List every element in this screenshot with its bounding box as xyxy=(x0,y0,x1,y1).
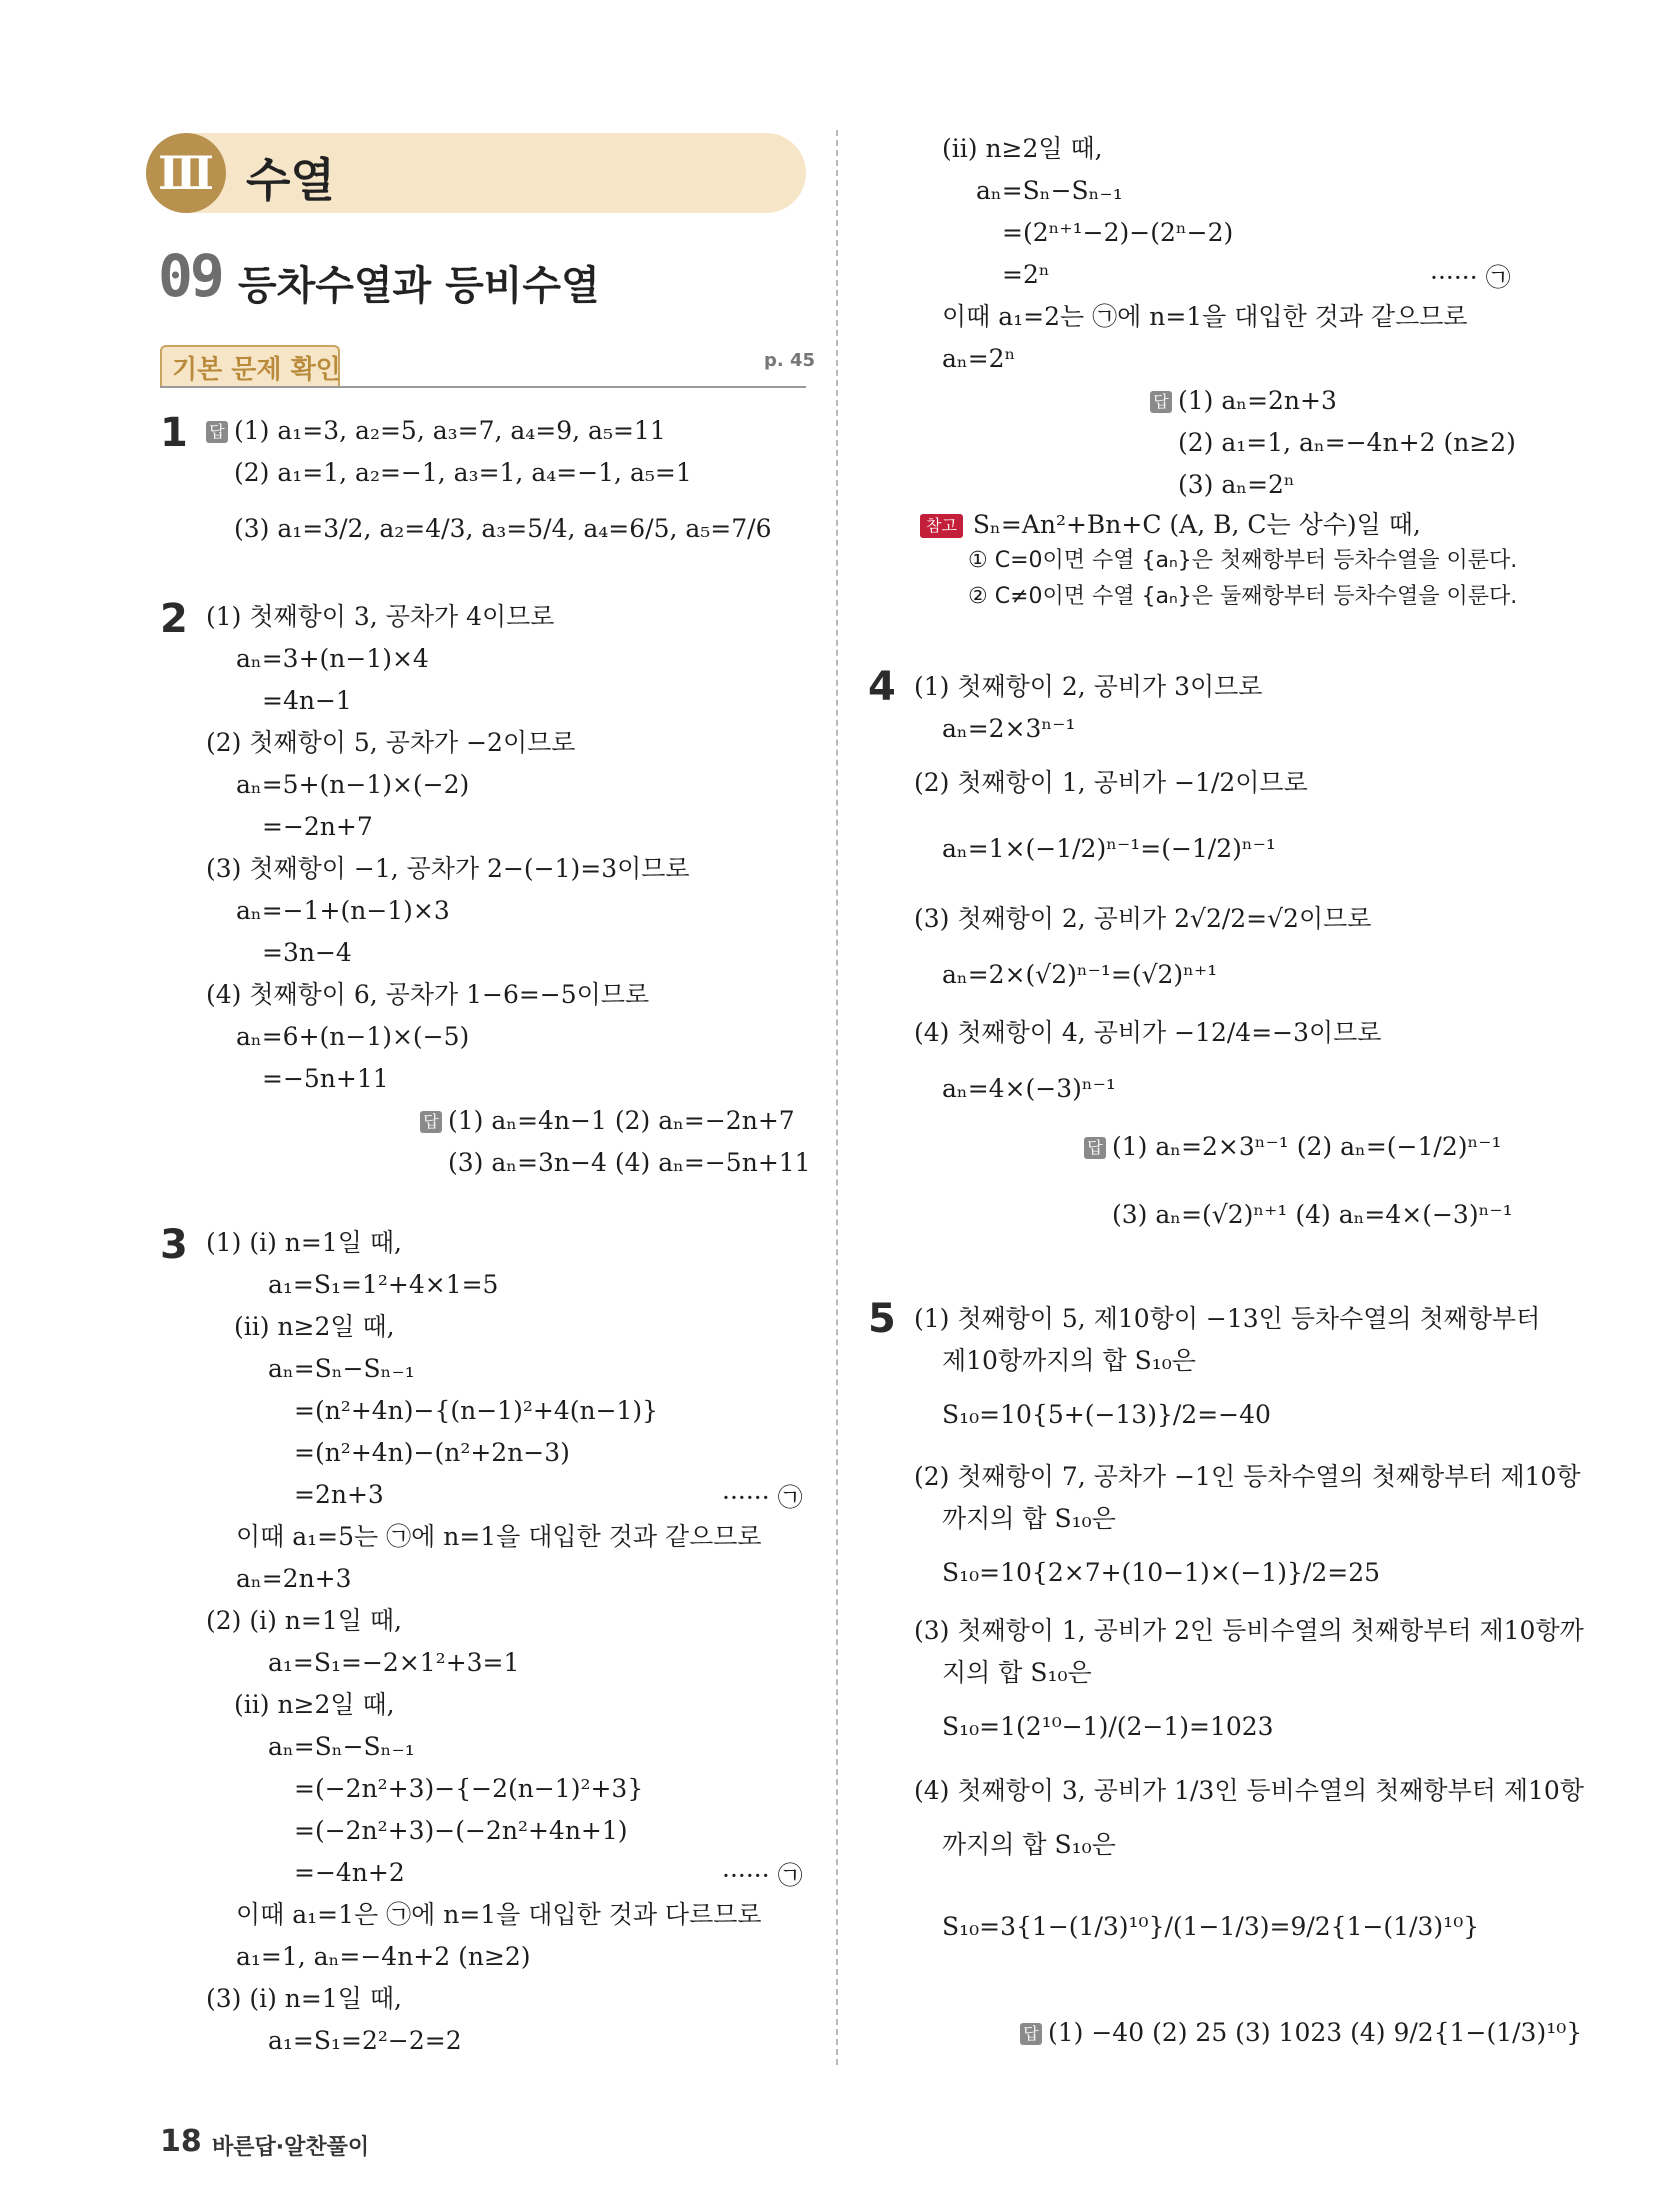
problem-number-5: 5 xyxy=(868,1296,896,1342)
p2-line: (1) 첫째항이 3, 공차가 4이므로 xyxy=(206,602,555,631)
p3-cont-line: 이때 a₁=2는 ㉠에 n=1을 대입한 것과 같으므로 xyxy=(942,302,1468,331)
tag-underline xyxy=(160,386,806,388)
chapter-badge: Ⅲ xyxy=(146,133,226,213)
p3-line: =(n²+4n)−{(n−1)²+4(n−1)} xyxy=(294,1396,659,1425)
p2-line: =−5n+11 xyxy=(262,1064,389,1093)
p2-line: =−2n+7 xyxy=(262,812,373,841)
p5-line: 제10항까지의 합 S₁₀은 xyxy=(942,1346,1196,1375)
problem-number-1: 1 xyxy=(160,410,188,456)
answer-mark: 답 xyxy=(206,421,228,443)
p4-answer: (3) aₙ=(√2)ⁿ⁺¹ (4) aₙ=4×(−3)ⁿ⁻¹ xyxy=(1112,1200,1513,1229)
p4-line: aₙ=4×(−3)ⁿ⁻¹ xyxy=(942,1074,1116,1103)
note-line: ② C≠0이면 수열 {aₙ}은 둘째항부터 등차수열을 이룬다. xyxy=(968,584,1518,609)
p1-line: (2) a₁=1, a₂=−1, a₃=1, a₄=−1, a₅=1 xyxy=(234,458,692,487)
book-title: 바른답·알찬풀이 xyxy=(212,2135,370,2160)
p5-answer: 답 (1) −40 (2) 25 (3) 1023 (4) 9/2{1−(1/3)¹⁰} xyxy=(1020,2016,1582,2050)
p4-line: aₙ=2×(√2)ⁿ⁻¹=(√2)ⁿ⁺¹ xyxy=(942,960,1218,989)
page-number: 18 xyxy=(160,2124,202,2159)
p3-line: a₁=S₁=1²+4×1=5 xyxy=(268,1270,499,1299)
p4-line: (3) 첫째항이 2, 공비가 2√2/2=√2이므로 xyxy=(914,904,1372,933)
p3-cont-line: =2ⁿ xyxy=(1002,260,1050,289)
p2-line: aₙ=3+(n−1)×4 xyxy=(236,644,429,673)
p3-line: =−4n+2 xyxy=(294,1858,405,1887)
p3-cont-line: =(2ⁿ⁺¹−2)−(2ⁿ−2) xyxy=(1002,218,1234,247)
p5-line: 까지의 합 S₁₀은 xyxy=(942,1504,1116,1533)
p3-answer: (2) a₁=1, aₙ=−4n+2 (n≥2) xyxy=(1178,428,1516,457)
p5-line: S₁₀=10{5+(−13)}/2=−40 xyxy=(942,1400,1271,1429)
section-title: 등차수열과 등비수열 xyxy=(238,263,600,309)
p2-line: (2) 첫째항이 5, 공차가 −2이므로 xyxy=(206,728,576,757)
p1-line: (3) a₁=3/2, a₂=4/3, a₃=5/4, a₄=6/5, a₅=7/6 xyxy=(234,514,772,543)
p2-line: (4) 첫째항이 6, 공차가 1−6=−5이므로 xyxy=(206,980,650,1009)
column-divider xyxy=(836,130,838,2065)
p2-line: aₙ=6+(n−1)×(−5) xyxy=(236,1022,470,1051)
p5-line: 지의 합 S₁₀은 xyxy=(942,1658,1092,1687)
note-line: ① C=0이면 수열 {aₙ}은 첫째항부터 등차수열을 이룬다. xyxy=(968,548,1518,573)
p3-line: aₙ=2n+3 xyxy=(236,1564,352,1593)
p4-line: (4) 첫째항이 4, 공비가 −12/4=−3이므로 xyxy=(914,1018,1382,1047)
p5-line: S₁₀=1(2¹⁰−1)/(2−1)=1023 xyxy=(942,1712,1274,1741)
p5-line: (4) 첫째항이 3, 공비가 1/3인 등비수열의 첫째항부터 제10항 xyxy=(914,1776,1584,1805)
p3-line: (ii) n≥2일 때, xyxy=(234,1312,395,1341)
p2-answer: (3) aₙ=3n−4 (4) aₙ=−5n+11 xyxy=(448,1148,811,1177)
p5-line: S₁₀=3{1−(1/3)¹⁰}/(1−1/3)=9/2{1−(1/3)¹⁰} xyxy=(942,1912,1480,1941)
p3-line: =(−2n²+3)−(−2n²+4n+1) xyxy=(294,1816,628,1845)
p5-line: S₁₀=10{2×7+(10−1)×(−1)}/2=25 xyxy=(942,1558,1381,1587)
p3-line: (2) (i) n=1일 때, xyxy=(206,1606,402,1635)
p3-line: 이때 a₁=5는 ㉠에 n=1을 대입한 것과 같으므로 xyxy=(236,1522,762,1551)
p3-line: =(−2n²+3)−{−2(n−1)²+3} xyxy=(294,1774,644,1803)
p3-cont-line: aₙ=Sₙ−Sₙ₋₁ xyxy=(976,176,1123,205)
p3-line: =(n²+4n)−(n²+2n−3) xyxy=(294,1438,570,1467)
p3-line: a₁=S₁=−2×1²+3=1 xyxy=(268,1648,520,1677)
p3-line: 이때 a₁=1은 ㉠에 n=1을 대입한 것과 다르므로 xyxy=(236,1900,762,1929)
p1-line: 답 (1) a₁=3, a₂=5, a₃=7, a₄=9, a₅=11 xyxy=(206,414,666,448)
section-number: 09 xyxy=(158,242,222,310)
p2-line: aₙ=−1+(n−1)×3 xyxy=(236,896,450,925)
section-tag: 기본 문제 확인 xyxy=(172,355,341,385)
circle-mark: ······ ㉠ xyxy=(722,1861,803,1890)
p5-line: 까지의 합 S₁₀은 xyxy=(942,1830,1116,1859)
chapter-title: 수열 xyxy=(246,153,335,207)
p3-line: (ii) n≥2일 때, xyxy=(234,1690,395,1719)
circle-mark: ······ ㉠ xyxy=(722,1483,803,1512)
p2-line: aₙ=5+(n−1)×(−2) xyxy=(236,770,470,799)
p3-line: (3) (i) n=1일 때, xyxy=(206,1984,402,2013)
problem-number-2: 2 xyxy=(160,596,188,642)
p3-line: a₁=S₁=2²−2=2 xyxy=(268,2026,462,2055)
p3-cont-line: aₙ=2ⁿ xyxy=(942,344,1016,373)
problem-number-3: 3 xyxy=(160,1222,188,1268)
page-reference: p. 45 xyxy=(764,350,816,371)
note-line: 참고 Sₙ=An²+Bn+C (A, B, C는 상수)일 때, xyxy=(920,508,1421,542)
p5-line: (2) 첫째항이 7, 공차가 −1인 등차수열의 첫째항부터 제10항 xyxy=(914,1462,1581,1491)
p3-line: aₙ=Sₙ−Sₙ₋₁ xyxy=(268,1732,415,1761)
p2-answer: 답 (1) aₙ=4n−1 (2) aₙ=−2n+7 xyxy=(420,1104,795,1138)
p3-line: a₁=1, aₙ=−4n+2 (n≥2) xyxy=(236,1942,531,1971)
p2-line: =4n−1 xyxy=(262,686,352,715)
p3-line: =2n+3 xyxy=(294,1480,384,1509)
problem-number-4: 4 xyxy=(868,664,896,710)
answer-mark: 답 xyxy=(1020,2023,1042,2045)
p3-line: aₙ=Sₙ−Sₙ₋₁ xyxy=(268,1354,415,1383)
p4-line: (1) 첫째항이 2, 공비가 3이므로 xyxy=(914,672,1263,701)
answer-mark: 답 xyxy=(1084,1137,1106,1159)
p5-line: (3) 첫째항이 1, 공비가 2인 등비수열의 첫째항부터 제10항까 xyxy=(914,1616,1584,1645)
p3-cont-line: (ii) n≥2일 때, xyxy=(942,134,1103,163)
p4-answer: 답 (1) aₙ=2×3ⁿ⁻¹ (2) aₙ=(−1/2)ⁿ⁻¹ xyxy=(1084,1130,1502,1164)
p2-line: (3) 첫째항이 −1, 공차가 2−(−1)=3이므로 xyxy=(206,854,690,883)
circle-mark: ······ ㉠ xyxy=(1430,263,1511,292)
answer-mark: 답 xyxy=(420,1111,442,1133)
p5-line: (1) 첫째항이 5, 제10항이 −13인 등차수열의 첫째항부터 xyxy=(914,1304,1541,1333)
p2-line: =3n−4 xyxy=(262,938,352,967)
note-mark: 참고 xyxy=(920,514,963,538)
p3-answer: 답 (1) aₙ=2n+3 xyxy=(1150,384,1337,418)
p4-line: aₙ=2×3ⁿ⁻¹ xyxy=(942,714,1076,743)
p4-line: (2) 첫째항이 1, 공비가 −1/2이므로 xyxy=(914,768,1308,797)
p3-answer: (3) aₙ=2ⁿ xyxy=(1178,470,1295,499)
p4-line: aₙ=1×(−1/2)ⁿ⁻¹=(−1/2)ⁿ⁻¹ xyxy=(942,834,1276,863)
answer-mark: 답 xyxy=(1150,391,1172,413)
p3-line: (1) (i) n=1일 때, xyxy=(206,1228,402,1257)
